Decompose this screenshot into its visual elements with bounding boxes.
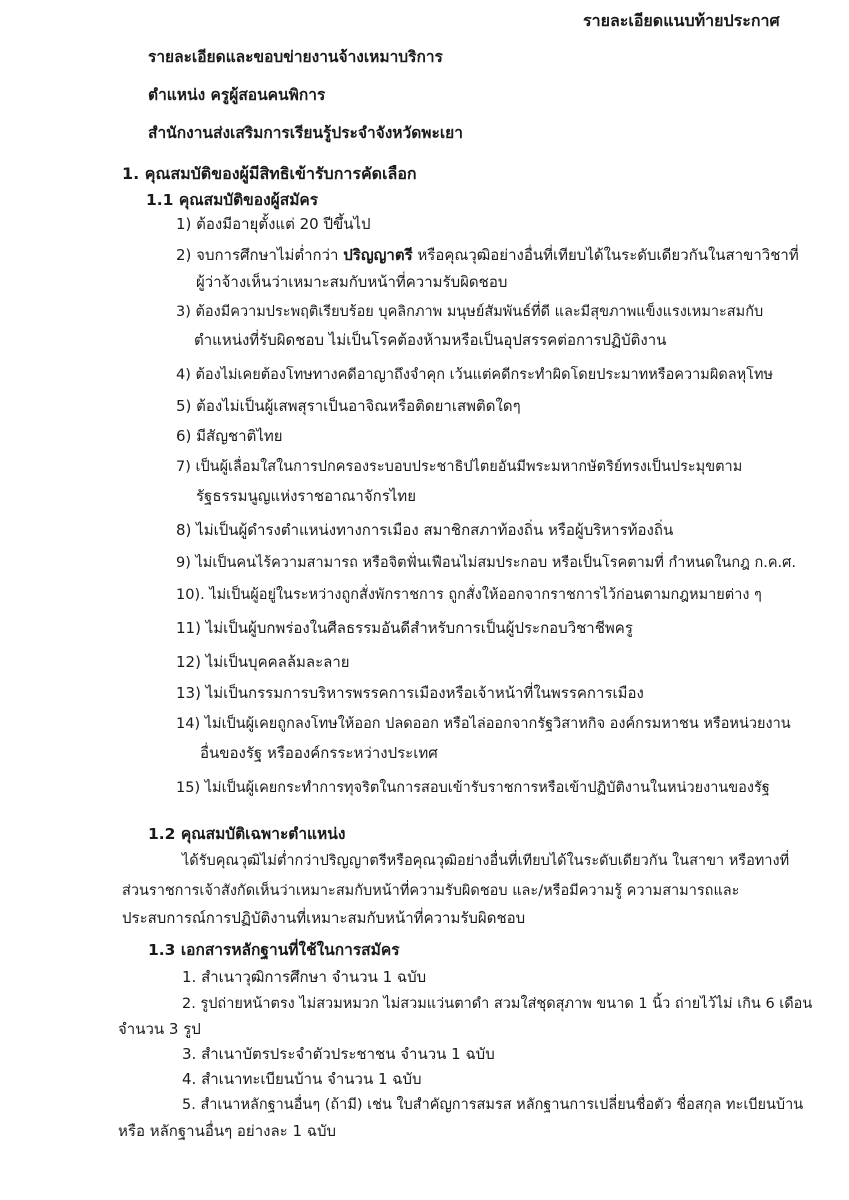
- document-item-continuation: จำนวน 3 รูป: [118, 1020, 201, 1038]
- list-item: 12) ไม่เป็นบุคคลล้มละลาย: [176, 653, 350, 671]
- title-line-3: สำนักงานส่งเสริมการเรียนรู้ประจำจังหวัดพะเยา: [148, 124, 463, 142]
- section-1-1-heading: 1.1 คุณสมบัติของผู้สมัคร: [146, 191, 319, 209]
- document-item: 3. สำเนาบัตรประจำตัวประชาชน จำนวน 1 ฉบับ: [182, 1045, 495, 1063]
- list-item: 5) ต้องไม่เป็นผู้เสพสุราเป็นอาจิณหรือติดยาเสพติดใดๆ: [176, 397, 521, 415]
- list-item: 8) ไม่เป็นผู้ดำรงตำแหน่งทางการเมือง สมาชิกสภาท้องถิ่น หรือผู้บริหารท้องถิ่น: [176, 521, 674, 539]
- section-1-3-heading: 1.3 เอกสารหลักฐานที่ใช้ในการสมัคร: [148, 941, 400, 959]
- header-note: รายละเอียดแนบท้ายประกาศ: [583, 11, 780, 30]
- list-item: 15) ไม่เป็นผู้เคยกระทำการทุจริตในการสอบเข้ารับราชการหรือเข้าปฏิบัติงานในหน่วยงานของรัฐ: [176, 780, 770, 796]
- list-item: 3) ต้องมีความประพฤติเรียบร้อย บุคลิกภาพ มนุษย์สัมพันธ์ที่ดี และมีสุขภาพแข็งแรงเหมาะสมกับ: [176, 304, 764, 320]
- document-item-continuation: หรือ หลักฐานอื่นๆ อย่างละ 1 ฉบับ: [118, 1122, 337, 1140]
- list-item-continuation: ตำแหน่งที่รับผิดชอบ ไม่เป็นโรคต้องห้ามหรือเป็นอุปสรรคต่อการปฏิบัติงาน: [194, 331, 667, 349]
- list-item-continuation: ผู้ว่าจ้างเห็นว่าเหมาะสมกับหน้าที่ความรับผิดชอบ: [196, 273, 508, 291]
- list-item: 6) มีสัญชาติไทย: [176, 427, 283, 445]
- document-item: 2. รูปถ่ายหน้าตรง ไม่สวมหมวก ไม่สวมแว่นตาดำ สวมใส่ชุดสุภาพ ขนาด 1 นิ้ว ถ่ายไว้ไม่ เกิน 6 เดือน: [182, 996, 813, 1012]
- list-item-continuation: รัฐธรรมนูญแห่งราชอาณาจักรไทย: [196, 487, 416, 505]
- document-item: 4. สำเนาทะเบียนบ้าน จำนวน 1 ฉบับ: [182, 1070, 422, 1088]
- section-1-2-heading: 1.2 คุณสมบัติเฉพาะตำแหน่ง: [148, 825, 346, 843]
- list-item: 7) เป็นผู้เลื่อมใสในการปกครองระบอบประชาธิปไตยอันมีพระมหากษัตริย์ทรงเป็นประมุขตาม: [176, 459, 743, 475]
- item-2-degree: ปริญญาตรี: [343, 246, 413, 264]
- list-item: 14) ไม่เป็นผู้เคยถูกลงโทษให้ออก ปลดออก หรือไล่ออกจากรัฐวิสาหกิจ องค์กรมหาชน หรือหน่วยงาน: [176, 716, 791, 732]
- paragraph-line: ส่วนราชการเจ้าสังกัดเห็นว่าเหมาะสมกับหน้าที่ความรับผิดชอบ และ/หรือมีความรู้ ความสามารถและ: [122, 883, 740, 899]
- item-2-prefix: 2) จบการศึกษาไม่ต่ำกว่า: [176, 246, 339, 264]
- item-2-suffix: หรือคุณวุฒิอย่างอื่นที่เทียบได้ในระดับเดียวกันในสาขาวิชาที่: [417, 246, 799, 264]
- list-item: 11) ไม่เป็นผู้บกพร่องในศีลธรรมอันดีสำหรับการเป็นผู้ประกอบวิชาชีพครู: [176, 619, 633, 637]
- paragraph-line: ประสบการณ์การปฏิบัติงานที่เหมาะสมกับหน้าที่ความรับผิดชอบ: [122, 909, 526, 927]
- list-item: 4) ต้องไม่เคยต้องโทษทางคดีอาญาถึงจำคุก เว้นแต่คดีกระทำผิดโดยประมาทหรือความผิดลหุโทษ: [176, 367, 774, 383]
- paragraph-line: ได้รับคุณวุฒิไม่ต่ำกว่าปริญญาตรีหรือคุณวุฒิอย่างอื่นที่เทียบได้ในระดับเดียวกัน ในสาขา หรือทางที่: [182, 853, 790, 869]
- section-1-heading: 1. คุณสมบัติของผู้มีสิทธิเข้ารับการคัดเลือก: [122, 164, 417, 183]
- list-item: 1) ต้องมีอายุตั้งแต่ 20 ปีขึ้นไป: [176, 215, 371, 233]
- document-item: 1. สำเนาวุฒิการศึกษา จำนวน 1 ฉบับ: [182, 968, 427, 986]
- title-line-2: ตำแหน่ง ครูผู้สอนคนพิการ: [148, 86, 326, 104]
- document-item: 5. สำเนาหลักฐานอื่นๆ (ถ้ามี) เช่น ใบสำคัญการสมรส หลักฐานการเปลี่ยนชื่อตัว ชื่อสกุล ทะเบียนบ้าน: [182, 1097, 804, 1113]
- list-item-continuation: อื่นของรัฐ หรือองค์กรระหว่างประเทศ: [200, 744, 438, 762]
- list-item: 9) ไม่เป็นคนไร้ความสามารถ หรือจิตฟั่นเฟือนไม่สมประกอบ หรือเป็นโรคตามที่ กำหนดในกฎ ก.ค.ศ.: [176, 555, 796, 571]
- list-item: 13) ไม่เป็นกรรมการบริหารพรรคการเมืองหรือเจ้าหน้าที่ในพรรคการเมือง: [176, 684, 644, 702]
- list-item: 10). ไม่เป็นผู้อยู่ในระหว่างถูกสั่งพักราชการ ถูกสั่งให้ออกจากราชการไว้ก่อนตามกฎหมายต่าง ๆ: [176, 587, 762, 603]
- title-line-1: รายละเอียดและขอบข่ายงานจ้างเหมาบริการ: [148, 48, 443, 66]
- list-item: [176, 244, 799, 266]
